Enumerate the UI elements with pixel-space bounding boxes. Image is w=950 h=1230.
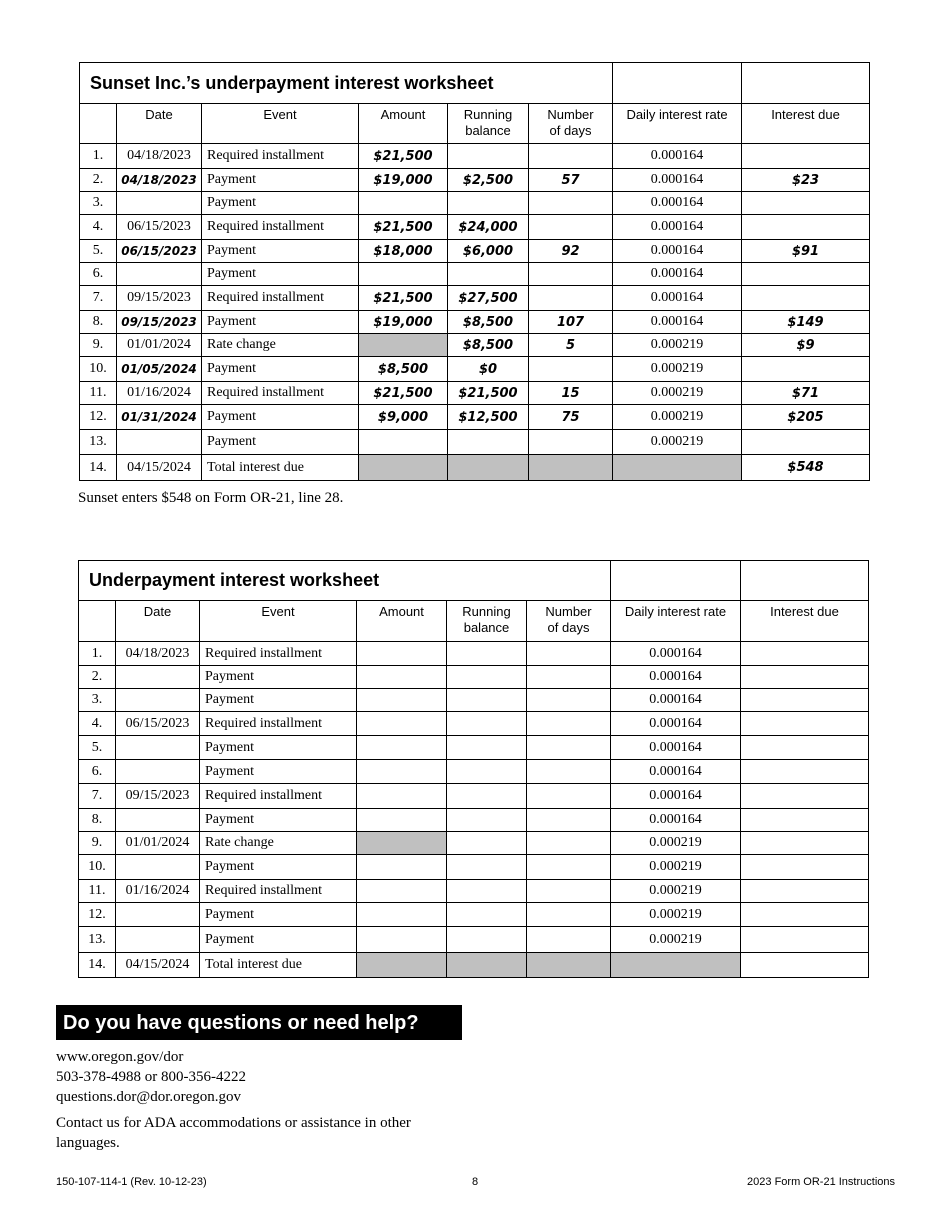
row-date: 04/18/2023: [116, 642, 200, 666]
row-date: 04/18/2023: [117, 169, 202, 192]
row-rate: 0.000219: [611, 903, 741, 927]
row-date: [116, 666, 200, 689]
amount-entry-cell[interactable]: [357, 760, 447, 784]
row-event: Payment: [202, 405, 359, 430]
amount-entry-cell[interactable]: [357, 927, 447, 953]
row-days: 5: [529, 334, 613, 357]
row-balance: [448, 430, 529, 455]
table-row: [80, 240, 870, 263]
row-rate-shaded: [611, 953, 741, 978]
row-date: 04/15/2024: [117, 455, 202, 481]
row-rate: 0.000164: [613, 240, 742, 263]
interest-entry-cell[interactable]: [741, 712, 869, 736]
row-amount: [359, 263, 448, 286]
amount-entry-cell[interactable]: [357, 642, 447, 666]
header-running-balance-line1: Running: [463, 107, 513, 122]
title-spacer-cell: [741, 561, 869, 601]
row-rate: 0.000164: [611, 760, 741, 784]
row-interest: [742, 215, 870, 240]
row-interest: [742, 430, 870, 455]
row-rate: 0.000219: [611, 927, 741, 953]
header-days-line1: Number: [547, 107, 594, 122]
row-interest: $548: [742, 455, 870, 481]
row-number: 5.: [79, 736, 116, 760]
header-amount: Amount: [359, 104, 448, 144]
row-rate: 0.000219: [613, 430, 742, 455]
row-interest: $91: [742, 240, 870, 263]
table-row: [79, 666, 869, 689]
header-running-balance: [448, 104, 529, 144]
header-event: Event: [202, 104, 359, 144]
row-number: 10.: [80, 357, 117, 382]
row-amount-shaded: [359, 455, 448, 481]
amount-entry-cell[interactable]: [357, 855, 447, 880]
row-event: Payment: [202, 357, 359, 382]
row-date: 01/31/2024: [117, 405, 202, 430]
row-interest: $205: [742, 405, 870, 430]
row-balance: [448, 144, 529, 169]
days-entry-cell[interactable]: [527, 666, 611, 689]
row-amount: $19,000: [359, 169, 448, 192]
row-number: 13.: [80, 430, 117, 455]
amount-entry-cell[interactable]: [357, 689, 447, 712]
row-date: [117, 263, 202, 286]
row-date: [116, 855, 200, 880]
row-number: 6.: [79, 760, 116, 784]
row-number: 7.: [79, 784, 116, 809]
row-number: 10.: [79, 855, 116, 880]
row-date: 09/15/2023: [117, 311, 202, 334]
balance-entry-cell[interactable]: [447, 903, 527, 927]
row-number: 6.: [80, 263, 117, 286]
row-number: 8.: [79, 809, 116, 832]
row-interest: $9: [742, 334, 870, 357]
row-rate: 0.000219: [613, 405, 742, 430]
row-number: 8.: [80, 311, 117, 334]
row-balance: $8,500: [448, 311, 529, 334]
row-number: 4.: [80, 215, 117, 240]
row-interest: [742, 144, 870, 169]
footer-page-number: 8: [471, 1176, 479, 1188]
amount-entry-cell[interactable]: [357, 903, 447, 927]
amount-entry-cell[interactable]: [357, 809, 447, 832]
table-row: [80, 263, 870, 286]
row-number: 3.: [79, 689, 116, 712]
table-row: [80, 455, 870, 481]
days-entry-cell[interactable]: [527, 689, 611, 712]
interest-entry-cell[interactable]: [741, 760, 869, 784]
table-row: [80, 357, 870, 382]
amount-entry-cell[interactable]: [357, 736, 447, 760]
row-number: 9.: [79, 832, 116, 855]
balance-entry-cell[interactable]: [447, 855, 527, 880]
row-number: 11.: [80, 382, 117, 405]
days-entry-cell[interactable]: [527, 642, 611, 666]
row-event: Payment: [200, 855, 357, 880]
row-number: 14.: [79, 953, 116, 978]
row-number: 14.: [80, 455, 117, 481]
row-date: 01/16/2024: [116, 880, 200, 903]
table-row: [80, 215, 870, 240]
table-row: [80, 430, 870, 455]
row-event: Payment: [200, 927, 357, 953]
table-row: [80, 286, 870, 311]
header-days-line2: of days: [547, 620, 590, 635]
row-interest: $149: [742, 311, 870, 334]
row-rate-shaded: [613, 455, 742, 481]
row-date: 01/16/2024: [117, 382, 202, 405]
help-phone: 503-378-4988 or 800-356-4222: [56, 1069, 246, 1085]
row-event: Required installment: [200, 784, 357, 809]
interest-entry-cell[interactable]: [741, 903, 869, 927]
header-cell-num: [80, 104, 117, 144]
row-event: Payment: [202, 169, 359, 192]
row-days-shaded: [529, 455, 613, 481]
row-event: Payment: [200, 760, 357, 784]
help-website-link[interactable]: www.oregon.gov/dor: [56, 1049, 184, 1065]
balance-entry-cell[interactable]: [447, 760, 527, 784]
row-rate: 0.000164: [611, 666, 741, 689]
row-date: 06/15/2023: [117, 215, 202, 240]
amount-entry-cell[interactable]: [357, 880, 447, 903]
header-date: Date: [117, 104, 202, 144]
row-amount: [359, 430, 448, 455]
amount-entry-cell[interactable]: [357, 712, 447, 736]
table-row: [80, 405, 870, 430]
row-number: 4.: [79, 712, 116, 736]
row-number: 7.: [80, 286, 117, 311]
row-rate: 0.000164: [611, 642, 741, 666]
row-date: 09/15/2023: [116, 784, 200, 809]
footer-form-number: 150-107-114-1 (Rev. 10-12-23): [56, 1176, 207, 1188]
table-row: [79, 712, 869, 736]
row-rate: 0.000219: [613, 334, 742, 357]
header-daily-interest-rate: Daily interest rate: [613, 104, 742, 144]
footer-form-title: 2023 Form OR-21 Instructions: [747, 1176, 895, 1188]
help-contact-lines: [56, 1047, 246, 1107]
header-daily-interest-rate: Daily interest rate: [611, 601, 741, 642]
row-rate: 0.000164: [611, 809, 741, 832]
example-note: Sunset enters $548 on Form OR-21, line 28.: [78, 490, 344, 506]
row-rate: 0.000164: [613, 192, 742, 215]
row-rate: 0.000164: [613, 169, 742, 192]
table-row: [79, 760, 869, 784]
row-days: [529, 263, 613, 286]
days-entry-cell[interactable]: [527, 784, 611, 809]
row-balance: $6,000: [448, 240, 529, 263]
row-date: [116, 927, 200, 953]
row-event: Total interest due: [200, 953, 357, 978]
interest-entry-cell[interactable]: [741, 784, 869, 809]
row-rate: 0.000164: [613, 263, 742, 286]
row-amount-shaded: [357, 953, 447, 978]
row-event: Payment: [200, 666, 357, 689]
balance-entry-cell[interactable]: [447, 642, 527, 666]
balance-entry-cell[interactable]: [447, 689, 527, 712]
title-spacer-cell: [613, 63, 742, 104]
row-amount: $21,500: [359, 144, 448, 169]
header-number-of-days: [529, 104, 613, 144]
row-amount: $8,500: [359, 357, 448, 382]
balance-entry-cell[interactable]: [447, 927, 527, 953]
row-balance: [448, 263, 529, 286]
row-amount: $21,500: [359, 382, 448, 405]
balance-entry-cell[interactable]: [447, 712, 527, 736]
row-balance-shaded: [447, 953, 527, 978]
row-date: 04/18/2023: [117, 144, 202, 169]
help-email-link[interactable]: questions.dor@dor.oregon.gov: [56, 1089, 242, 1105]
table-row: [80, 144, 870, 169]
row-amount-shaded: [359, 334, 448, 357]
table-row: [80, 382, 870, 405]
row-interest: [742, 357, 870, 382]
row-days: [529, 144, 613, 169]
row-days: [529, 215, 613, 240]
row-number: 11.: [79, 880, 116, 903]
row-amount: $18,000: [359, 240, 448, 263]
row-amount: $9,000: [359, 405, 448, 430]
days-entry-cell[interactable]: [527, 927, 611, 953]
balance-entry-cell[interactable]: [447, 880, 527, 903]
header-cell-num: [79, 601, 116, 642]
row-date: [117, 430, 202, 455]
row-event: Payment: [200, 809, 357, 832]
row-days: [529, 430, 613, 455]
header-running-balance: [447, 601, 527, 642]
row-event: Payment: [202, 240, 359, 263]
row-date: 06/15/2023: [116, 712, 200, 736]
row-rate: 0.000219: [613, 357, 742, 382]
balance-entry-cell[interactable]: [447, 666, 527, 689]
help-heading: Do you have questions or need help?: [56, 1005, 462, 1040]
row-event: Payment: [200, 736, 357, 760]
row-number: 13.: [79, 927, 116, 953]
row-days: 107: [529, 311, 613, 334]
row-date: [116, 760, 200, 784]
row-event: Required installment: [202, 382, 359, 405]
table-row: [79, 809, 869, 832]
row-amount: $21,500: [359, 286, 448, 311]
table-row: [79, 903, 869, 927]
row-balance: [448, 192, 529, 215]
interest-entry-cell[interactable]: [741, 666, 869, 689]
interest-entry-cell[interactable]: [741, 642, 869, 666]
title-spacer-cell: [742, 63, 870, 104]
blank-worksheet-table: [78, 560, 869, 978]
interest-entry-cell[interactable]: [741, 855, 869, 880]
header-event: Event: [200, 601, 357, 642]
row-event: Payment: [202, 263, 359, 286]
row-event: Rate change: [200, 832, 357, 855]
table-row: [80, 192, 870, 215]
row-date: 01/01/2024: [116, 832, 200, 855]
row-number: 5.: [80, 240, 117, 263]
balance-entry-cell[interactable]: [447, 832, 527, 855]
table-row: [79, 927, 869, 953]
row-balance-shaded: [448, 455, 529, 481]
balance-entry-cell[interactable]: [447, 784, 527, 809]
row-amount-shaded: [357, 832, 447, 855]
row-rate: 0.000164: [613, 286, 742, 311]
interest-entry-cell[interactable]: [741, 736, 869, 760]
days-entry-cell[interactable]: [527, 880, 611, 903]
row-rate: 0.000219: [611, 880, 741, 903]
row-rate: 0.000164: [613, 144, 742, 169]
row-days: [529, 357, 613, 382]
row-balance: $8,500: [448, 334, 529, 357]
row-interest: $23: [742, 169, 870, 192]
header-days-line2: of days: [549, 123, 592, 138]
days-entry-cell[interactable]: [527, 855, 611, 880]
row-balance: $2,500: [448, 169, 529, 192]
row-date: [116, 689, 200, 712]
table-row: [79, 855, 869, 880]
row-number: 1.: [79, 642, 116, 666]
row-days: 92: [529, 240, 613, 263]
row-date: [117, 192, 202, 215]
row-rate: 0.000164: [611, 689, 741, 712]
table-row: [80, 334, 870, 357]
row-days: [529, 192, 613, 215]
row-interest: [742, 192, 870, 215]
row-days: 57: [529, 169, 613, 192]
days-entry-cell[interactable]: [527, 760, 611, 784]
days-entry-cell[interactable]: [527, 903, 611, 927]
row-number: 2.: [80, 169, 117, 192]
row-rate: 0.000164: [613, 215, 742, 240]
table-row: [79, 880, 869, 903]
amount-entry-cell[interactable]: [357, 666, 447, 689]
table-row: [79, 832, 869, 855]
row-rate: 0.000164: [611, 784, 741, 809]
row-balance: $12,500: [448, 405, 529, 430]
row-balance: $0: [448, 357, 529, 382]
row-days: 15: [529, 382, 613, 405]
header-amount: Amount: [357, 601, 447, 642]
row-event: Payment: [202, 311, 359, 334]
row-event: Payment: [202, 192, 359, 215]
row-interest: [742, 286, 870, 311]
row-interest: $71: [742, 382, 870, 405]
row-amount: $19,000: [359, 311, 448, 334]
row-date: [116, 809, 200, 832]
interest-entry-cell[interactable]: [741, 832, 869, 855]
row-date: [116, 736, 200, 760]
table-row: [79, 642, 869, 666]
days-entry-cell[interactable]: [527, 736, 611, 760]
interest-entry-cell[interactable]: [741, 927, 869, 953]
balance-entry-cell[interactable]: [447, 736, 527, 760]
title-spacer-cell: [611, 561, 741, 601]
row-rate: 0.000219: [611, 855, 741, 880]
row-rate: 0.000219: [611, 832, 741, 855]
row-date: [116, 903, 200, 927]
row-days: [529, 286, 613, 311]
header-days-line1: Number: [545, 604, 592, 619]
row-balance: $24,000: [448, 215, 529, 240]
row-date: 01/01/2024: [117, 334, 202, 357]
row-days: 75: [529, 405, 613, 430]
row-number: 3.: [80, 192, 117, 215]
row-amount: $21,500: [359, 215, 448, 240]
row-event: Required installment: [202, 144, 359, 169]
row-event: Payment: [200, 689, 357, 712]
amount-entry-cell[interactable]: [357, 784, 447, 809]
header-number-of-days: [527, 601, 611, 642]
interest-entry-cell[interactable]: [741, 689, 869, 712]
row-number: 9.: [80, 334, 117, 357]
row-event: Total interest due: [202, 455, 359, 481]
example-worksheet-title: Sunset Inc.’s underpayment interest worksheet: [80, 63, 613, 104]
days-entry-cell[interactable]: [527, 712, 611, 736]
header-interest-due: Interest due: [742, 104, 870, 144]
row-event: Rate change: [202, 334, 359, 357]
table-row: [79, 689, 869, 712]
interest-entry-cell[interactable]: [741, 953, 869, 978]
row-number: 12.: [79, 903, 116, 927]
row-date: 01/05/2024: [117, 357, 202, 382]
row-amount: [359, 192, 448, 215]
header-interest-due: Interest due: [741, 601, 869, 642]
balance-entry-cell[interactable]: [447, 809, 527, 832]
help-ada-text: Contact us for ADA accommodations or assistance in other languages.: [56, 1115, 411, 1151]
interest-entry-cell[interactable]: [741, 809, 869, 832]
days-entry-cell[interactable]: [527, 832, 611, 855]
row-event: Payment: [202, 430, 359, 455]
example-worksheet-table: [79, 62, 870, 481]
header-running-balance-line1: Running: [462, 604, 511, 619]
row-date: 04/15/2024: [116, 953, 200, 978]
row-rate: 0.000164: [611, 736, 741, 760]
table-row: [80, 169, 870, 192]
row-interest: [742, 263, 870, 286]
header-date: Date: [116, 601, 200, 642]
row-date: 06/15/2023: [117, 240, 202, 263]
blank-worksheet-title: Underpayment interest worksheet: [79, 561, 611, 601]
row-rate: 0.000219: [613, 382, 742, 405]
header-running-balance-line2: balance: [463, 620, 510, 635]
row-number: 12.: [80, 405, 117, 430]
row-balance: $27,500: [448, 286, 529, 311]
days-entry-cell[interactable]: [527, 809, 611, 832]
row-event: Required installment: [202, 286, 359, 311]
header-running-balance-line2: balance: [465, 123, 511, 138]
row-number: 1.: [80, 144, 117, 169]
table-row: [79, 784, 869, 809]
row-balance: $21,500: [448, 382, 529, 405]
row-days-shaded: [527, 953, 611, 978]
table-row: [79, 736, 869, 760]
row-number: 2.: [79, 666, 116, 689]
table-row: [79, 953, 869, 978]
row-rate: 0.000164: [613, 311, 742, 334]
interest-entry-cell[interactable]: [741, 880, 869, 903]
row-event: Payment: [200, 903, 357, 927]
row-event: Required installment: [202, 215, 359, 240]
row-rate: 0.000164: [611, 712, 741, 736]
row-event: Required installment: [200, 712, 357, 736]
table-row: [80, 311, 870, 334]
row-event: Required installment: [200, 880, 357, 903]
row-event: Required installment: [200, 642, 357, 666]
row-date: 09/15/2023: [117, 286, 202, 311]
